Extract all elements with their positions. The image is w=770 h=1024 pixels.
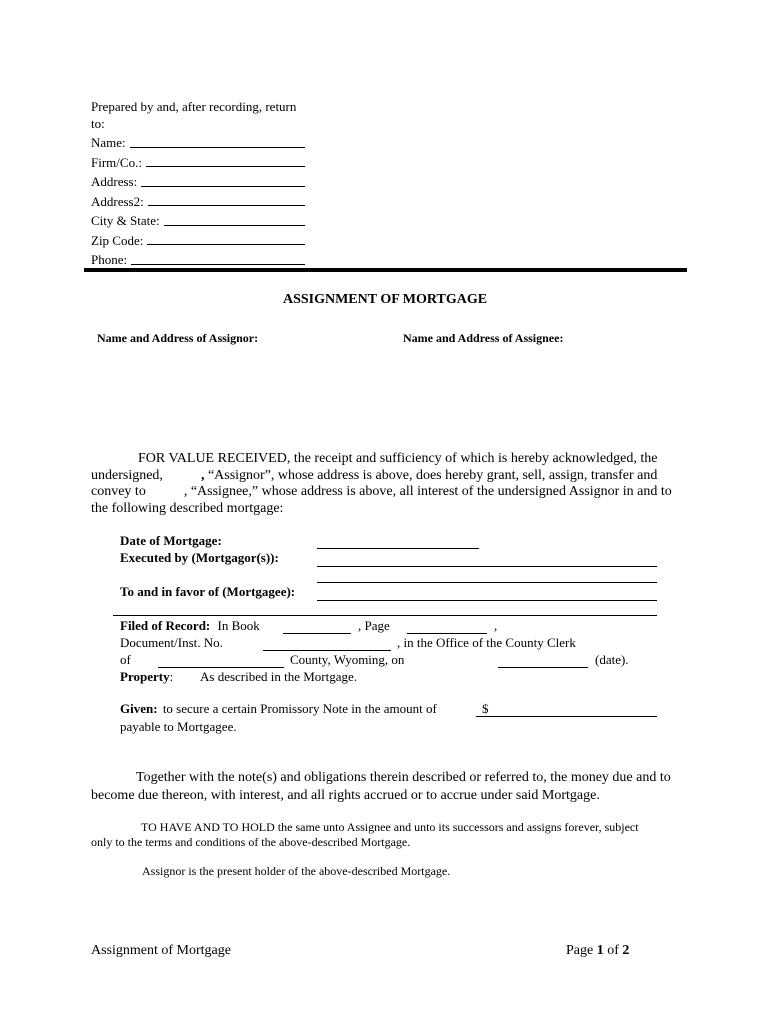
convey-text: convey to: [91, 484, 146, 499]
book-blank[interactable]: [283, 633, 351, 634]
page-indicator: [566, 943, 629, 959]
recording-date-blank[interactable]: [498, 667, 588, 668]
return-field-label: Address2:: [91, 193, 144, 209]
executed-by-label: Executed by (Mortgagor(s)):: [120, 550, 279, 565]
amount-blank[interactable]: [476, 716, 657, 717]
undersigned-text: undersigned,: [91, 467, 163, 483]
payable-text: payable to Mortgagee.: [120, 719, 237, 734]
return-field-name: [91, 133, 311, 153]
given-label: Given:: [120, 701, 158, 716]
mortgagee-extra-blank[interactable]: [317, 582, 657, 583]
section-divider-line: [113, 615, 657, 616]
document-inst-blank[interactable]: [263, 650, 391, 651]
executed-by-blank[interactable]: [317, 566, 657, 567]
in-book-text: In Book: [217, 618, 260, 633]
para1-line2: [91, 468, 691, 485]
assignee-header: Name and Address of Assignee:: [403, 331, 564, 345]
page-comma: ,: [494, 618, 498, 633]
page-total: 2: [622, 943, 630, 958]
para2-line2: become due thereon, with interest, and all rights accrued or to accrue under said Mortgage.: [91, 788, 600, 803]
document-inst-label: Document/Inst. No.: [120, 635, 223, 650]
page-blank[interactable]: [407, 633, 487, 634]
of-text: of: [120, 652, 131, 667]
return-field-firm: [91, 153, 311, 173]
mortgagee-label: To and in favor of (Mortgagee):: [120, 584, 296, 599]
return-field-label: Address:: [91, 174, 138, 189]
para1-line3: [91, 484, 691, 501]
return-field-label: Name:: [91, 135, 126, 150]
return-field-city-state: [91, 211, 311, 231]
date-of-mortgage-label: Date of Mortgage:: [120, 533, 222, 548]
return-field-label: Phone:: [91, 252, 128, 267]
return-field-phone: [91, 250, 311, 270]
page-text: , Page: [358, 618, 390, 633]
return-field-address2: [91, 192, 311, 212]
dollar-sign: $: [482, 701, 489, 716]
name-blank[interactable]: [130, 133, 305, 148]
para1-line4: the following described mortgage:: [91, 500, 284, 516]
county-blank[interactable]: [158, 667, 284, 668]
property-value: As described in the Mortgage.: [200, 669, 358, 684]
footer-title: Assignment of Mortgage: [91, 943, 231, 958]
para2-line1: Together with the note(s) and obligations therein described or referred to, the money due and to: [136, 770, 671, 785]
of-word: of: [607, 943, 619, 958]
date-paren-text: (date).: [595, 652, 629, 667]
filed-of-record-row: [120, 618, 260, 634]
consideration-paragraph: [91, 451, 691, 517]
return-field-address: [91, 172, 311, 192]
return-field-label: City & State:: [91, 213, 160, 228]
assignor-name-comma: ,: [200, 467, 205, 483]
assignee-clause: , “Assignee,” whose address is above, all interest of the undersigned Assignor in and to: [183, 484, 672, 499]
assignor-clause: “Assignor”, whose address is above, does hereby grant, sell, assign, transfer and: [207, 467, 658, 483]
given-text: to secure a certain Promissory Note in the amount of: [162, 701, 437, 716]
page-word: Page: [566, 943, 594, 958]
zip-blank[interactable]: [147, 231, 305, 246]
city-state-blank[interactable]: [164, 211, 305, 226]
date-of-mortgage-blank[interactable]: [317, 548, 479, 549]
county-clerk-text: , in the Office of the County Clerk: [397, 635, 576, 650]
para3-line2: only to the terms and conditions of the above-described Mortgage.: [91, 835, 411, 849]
assignor-header: Name and Address of Assignor:: [97, 331, 259, 345]
property-label: Property: [120, 669, 170, 684]
property-row: [120, 669, 173, 685]
mortgagee-blank[interactable]: [317, 600, 657, 601]
county-wyoming-text: County, Wyoming, on: [290, 652, 405, 667]
return-instructions-line2: to:: [91, 115, 105, 131]
together-paragraph: [91, 769, 691, 805]
para1-line1: FOR VALUE RECEIVED, the receipt and sufficiency of which is hereby acknowledged, the: [138, 451, 658, 466]
return-field-zip: [91, 231, 311, 251]
para3-line1: TO HAVE AND TO HOLD the same unto Assignee and unto its successors and assigns forever, subject: [141, 820, 639, 834]
habendum-paragraph: [91, 820, 691, 850]
address-blank[interactable]: [141, 172, 305, 187]
given-row: [120, 701, 437, 717]
property-colon: :: [169, 669, 174, 684]
phone-blank[interactable]: [131, 250, 305, 265]
holder-statement: Assignor is the present holder of the above-described Mortgage.: [142, 864, 451, 878]
return-field-label: Firm/Co.:: [91, 154, 142, 170]
firm-blank[interactable]: [146, 153, 305, 168]
address2-blank[interactable]: [148, 192, 305, 207]
return-block: [91, 97, 311, 270]
filed-of-record-label: Filed of Record:: [120, 618, 211, 633]
return-field-label: Zip Code:: [91, 232, 144, 248]
return-instructions-line1: Prepared by and, after recording, return: [91, 99, 297, 114]
header-divider: [84, 268, 687, 272]
page-number: 1: [596, 943, 604, 958]
document-title: ASSIGNMENT OF MORTGAGE: [282, 292, 488, 307]
